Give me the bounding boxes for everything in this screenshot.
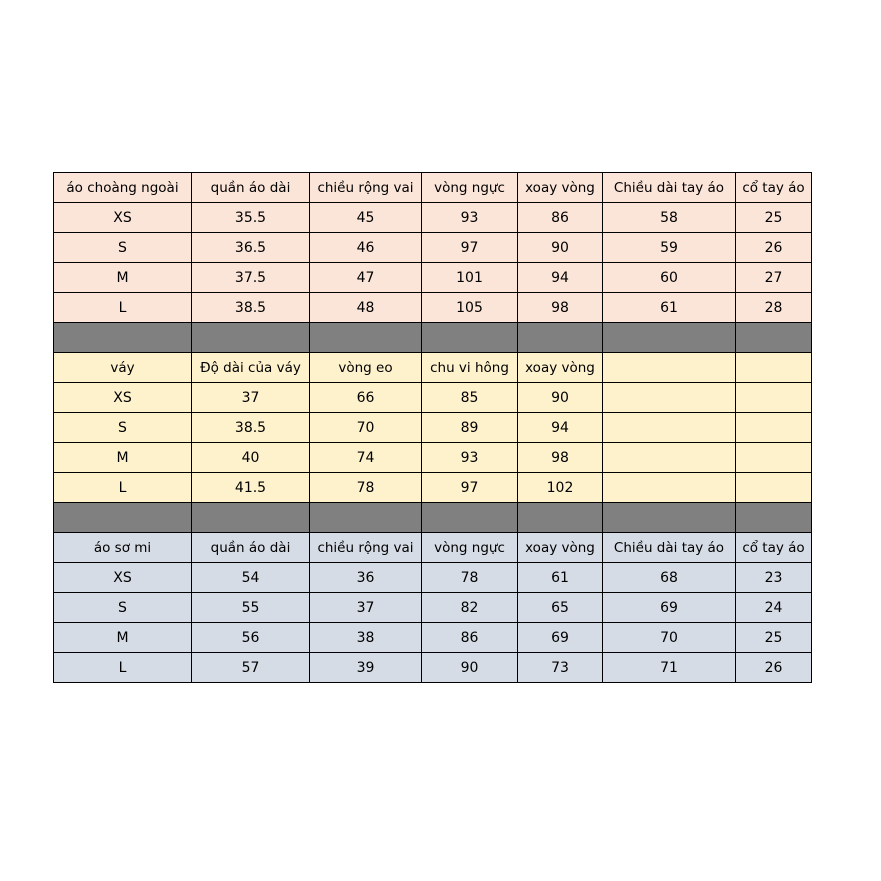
coat-measure-cell: 61 — [603, 293, 736, 323]
coat-measure-cell: 60 — [603, 263, 736, 293]
skirt-measure-cell — [603, 473, 736, 503]
coat-measure-cell: 35.5 — [192, 203, 310, 233]
coat-header-cell: Chiều dài tay áo — [603, 173, 736, 203]
shirt-measure-cell: 78 — [422, 563, 518, 593]
shirt-size-label: M — [54, 623, 192, 653]
skirt-size-label: S — [54, 413, 192, 443]
separator-cell — [54, 323, 192, 353]
shirt-measure-cell: 25 — [736, 623, 812, 653]
shirt-size-label: XS — [54, 563, 192, 593]
skirt-measure-cell: 102 — [518, 473, 603, 503]
separator-cell — [54, 503, 192, 533]
size-chart-table — [53, 172, 812, 683]
skirt-header-cell: vòng eo — [310, 353, 422, 383]
coat-measure-cell: 90 — [518, 233, 603, 263]
shirt-measure-cell: 37 — [310, 593, 422, 623]
coat-measure-cell: 97 — [422, 233, 518, 263]
separator-cell — [603, 323, 736, 353]
coat-size-label: XS — [54, 203, 192, 233]
skirt-measure-cell: 78 — [310, 473, 422, 503]
coat-header-cell: vòng ngực — [422, 173, 518, 203]
shirt-size-row — [54, 593, 812, 623]
skirt-measure-cell: 98 — [518, 443, 603, 473]
separator-cell — [310, 323, 422, 353]
skirt-size-row — [54, 443, 812, 473]
skirt-header-cell: váy — [54, 353, 192, 383]
shirt-header-cell: quần áo dài — [192, 533, 310, 563]
coat-size-row — [54, 263, 812, 293]
shirt-measure-cell: 23 — [736, 563, 812, 593]
coat-header-cell: áo choàng ngoài — [54, 173, 192, 203]
skirt-header-cell — [736, 353, 812, 383]
coat-measure-cell: 58 — [603, 203, 736, 233]
skirt-measure-cell — [736, 413, 812, 443]
skirt-measure-cell: 74 — [310, 443, 422, 473]
skirt-measure-cell — [736, 383, 812, 413]
coat-size-row — [54, 233, 812, 263]
separator-cell — [603, 503, 736, 533]
skirt-size-row — [54, 383, 812, 413]
shirt-size-row — [54, 653, 812, 683]
shirt-measure-cell: 57 — [192, 653, 310, 683]
skirt-measure-cell: 70 — [310, 413, 422, 443]
separator-cell — [422, 503, 518, 533]
shirt-header-cell: Chiều dài tay áo — [603, 533, 736, 563]
separator-cell — [422, 323, 518, 353]
shirt-measure-cell: 69 — [518, 623, 603, 653]
shirt-header-cell: áo sơ mi — [54, 533, 192, 563]
coat-size-label: S — [54, 233, 192, 263]
shirt-measure-cell: 71 — [603, 653, 736, 683]
skirt-header-cell: Độ dài của váy — [192, 353, 310, 383]
coat-measure-cell: 86 — [518, 203, 603, 233]
skirt-measure-cell: 66 — [310, 383, 422, 413]
shirt-measure-cell: 56 — [192, 623, 310, 653]
coat-measure-cell: 46 — [310, 233, 422, 263]
skirt-size-row — [54, 473, 812, 503]
skirt-header-cell: xoay vòng — [518, 353, 603, 383]
coat-size-label: L — [54, 293, 192, 323]
separator-cell — [518, 323, 603, 353]
skirt-measure-cell: 37 — [192, 383, 310, 413]
separator-cell — [310, 503, 422, 533]
coat-measure-cell: 28 — [736, 293, 812, 323]
shirt-size-label: S — [54, 593, 192, 623]
skirt-measure-cell — [603, 413, 736, 443]
coat-measure-cell: 47 — [310, 263, 422, 293]
shirt-measure-cell: 69 — [603, 593, 736, 623]
shirt-size-row — [54, 563, 812, 593]
coat-measure-cell: 93 — [422, 203, 518, 233]
shirt-measure-cell: 39 — [310, 653, 422, 683]
skirt-measure-cell: 94 — [518, 413, 603, 443]
shirt-measure-cell: 82 — [422, 593, 518, 623]
coat-measure-cell: 59 — [603, 233, 736, 263]
skirt-measure-cell: 97 — [422, 473, 518, 503]
skirt-measure-cell: 85 — [422, 383, 518, 413]
coat-size-row — [54, 203, 812, 233]
skirt-header-row — [54, 353, 812, 383]
skirt-measure-cell: 90 — [518, 383, 603, 413]
separator-cell — [518, 503, 603, 533]
shirt-measure-cell: 73 — [518, 653, 603, 683]
skirt-measure-cell: 40 — [192, 443, 310, 473]
skirt-size-label: M — [54, 443, 192, 473]
shirt-header-cell: vòng ngực — [422, 533, 518, 563]
coat-measure-cell: 101 — [422, 263, 518, 293]
separator-cell — [736, 503, 812, 533]
shirt-measure-cell: 65 — [518, 593, 603, 623]
shirt-header-cell: chiều rộng vai — [310, 533, 422, 563]
coat-header-row — [54, 173, 812, 203]
shirt-measure-cell: 68 — [603, 563, 736, 593]
separator-cell — [736, 323, 812, 353]
shirt-header-cell: cổ tay áo — [736, 533, 812, 563]
section-separator — [54, 323, 812, 353]
coat-measure-cell: 36.5 — [192, 233, 310, 263]
shirt-header-cell: xoay vòng — [518, 533, 603, 563]
shirt-measure-cell: 55 — [192, 593, 310, 623]
shirt-measure-cell: 24 — [736, 593, 812, 623]
coat-measure-cell: 37.5 — [192, 263, 310, 293]
coat-size-label: M — [54, 263, 192, 293]
skirt-header-cell — [603, 353, 736, 383]
skirt-measure-cell: 41.5 — [192, 473, 310, 503]
coat-size-row — [54, 293, 812, 323]
coat-measure-cell: 25 — [736, 203, 812, 233]
size-chart-body — [54, 173, 812, 683]
shirt-measure-cell: 86 — [422, 623, 518, 653]
shirt-header-row — [54, 533, 812, 563]
skirt-measure-cell — [603, 443, 736, 473]
shirt-measure-cell: 38 — [310, 623, 422, 653]
section-separator — [54, 503, 812, 533]
shirt-measure-cell: 54 — [192, 563, 310, 593]
skirt-measure-cell — [603, 383, 736, 413]
coat-header-cell: chiều rộng vai — [310, 173, 422, 203]
coat-measure-cell: 94 — [518, 263, 603, 293]
shirt-measure-cell: 70 — [603, 623, 736, 653]
coat-measure-cell: 98 — [518, 293, 603, 323]
shirt-measure-cell: 26 — [736, 653, 812, 683]
skirt-measure-cell: 89 — [422, 413, 518, 443]
shirt-measure-cell: 90 — [422, 653, 518, 683]
coat-header-cell: quần áo dài — [192, 173, 310, 203]
coat-measure-cell: 48 — [310, 293, 422, 323]
skirt-header-cell: chu vi hông — [422, 353, 518, 383]
skirt-measure-cell: 93 — [422, 443, 518, 473]
shirt-measure-cell: 36 — [310, 563, 422, 593]
coat-header-cell: xoay vòng — [518, 173, 603, 203]
skirt-size-label: L — [54, 473, 192, 503]
shirt-size-row — [54, 623, 812, 653]
coat-measure-cell: 45 — [310, 203, 422, 233]
coat-measure-cell: 27 — [736, 263, 812, 293]
coat-measure-cell: 105 — [422, 293, 518, 323]
coat-header-cell: cổ tay áo — [736, 173, 812, 203]
shirt-size-label: L — [54, 653, 192, 683]
coat-measure-cell: 38.5 — [192, 293, 310, 323]
separator-cell — [192, 323, 310, 353]
skirt-measure-cell — [736, 443, 812, 473]
skirt-size-row — [54, 413, 812, 443]
coat-measure-cell: 26 — [736, 233, 812, 263]
separator-cell — [192, 503, 310, 533]
skirt-size-label: XS — [54, 383, 192, 413]
skirt-measure-cell — [736, 473, 812, 503]
skirt-measure-cell: 38.5 — [192, 413, 310, 443]
shirt-measure-cell: 61 — [518, 563, 603, 593]
